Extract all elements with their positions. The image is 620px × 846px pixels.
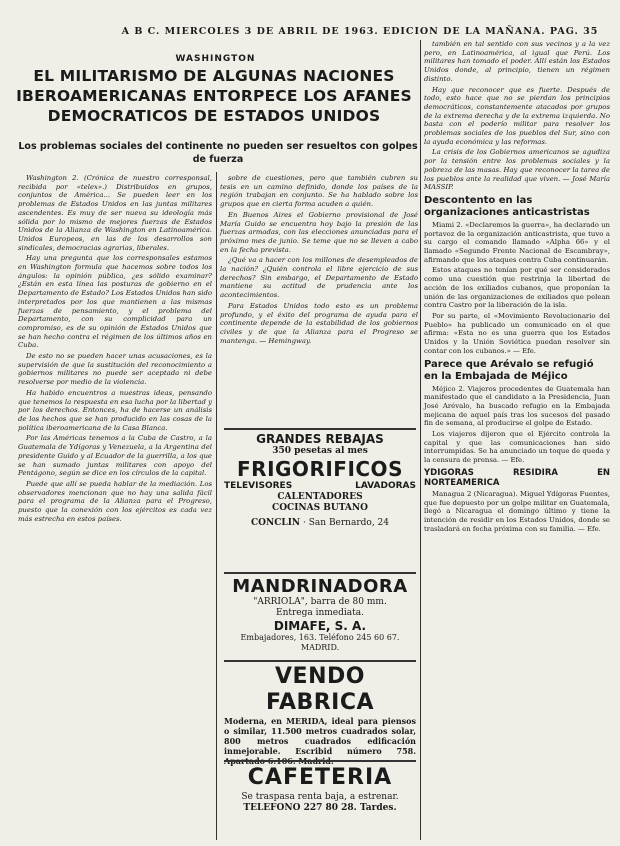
paragraph: ¿Qué va a hacer con los millones de desempleados de la nación? ¿Quién controla el libre ejercicio de sus derechos? Sin embargo, el Departamento de Estado mantiene su actitud de prudencia ante los acontecimientos. (220, 256, 418, 300)
paragraph: sobre de cuestiones, pero que también cubren su tesis en un camino definido, donde los países de la región trabajan en conjunto. Se ha hablado sobre los grupos que en cierta forma acuden a quién. (220, 174, 418, 209)
dateline: WASHINGTON (175, 54, 256, 64)
ad-product: COCINAS BUTANO (272, 503, 368, 513)
page-header: A B C. MIERCOLES 3 DE ABRIL DE 1963. EDICION DE LA MAÑANA. PAG. 35 (121, 26, 599, 37)
section-headline: Parece que Arévalo se refugió en la Embajada de Méjico (424, 358, 594, 382)
ad-separator (224, 428, 416, 430)
paragraph: Para Estados Unidos todo esto es un problema profundo, y el éxito del programa de ayuda para el continente depende de la estabilidad de los gobiernos civiles y de que la Alianza para el Progreso se mantenga. — Hemingway. (220, 301, 418, 345)
ad-separator (224, 572, 416, 574)
ad-rebajas (224, 432, 416, 570)
section-headline: Descontento en las organizaciones anticastristas (424, 194, 590, 218)
ad-product: TELEVISORES (224, 481, 293, 491)
ad-separator (224, 760, 416, 762)
main-headline: EL MILITARISMO DE ALGUNAS NACIONES IBEROAMERICANAS ENTORPECE LOS AFANES DEMOCRATICOS DE ESTADOS UNIDOS (16, 67, 412, 125)
ad-vendo-fabrica (224, 664, 416, 756)
paragraph: Managua 2 (Nicaragua). Miguel Ydígoras Fuentes, que fue depuesto por un golpe militar en Guatemala, llegó a Nicaragua el domingo último y tiene la intención de residir en los Estados Unidos, donde se trasladará en fecha próxima con su familia. — Efe. (424, 489, 610, 533)
ad-cafeteria (224, 764, 416, 838)
ad-price: 350 pesetas al mes (272, 446, 368, 456)
ad-product: LAVADORAS (355, 481, 416, 491)
ad-products-row (224, 481, 416, 492)
ad-title: GRANDES REBAJAS (256, 432, 384, 446)
ad-separator (224, 660, 416, 662)
paragraph: Puede que allí se pueda hablar de la mediación. Los observadores mencionan que no hay una salida fácil para el programa de la Alianza para el Progreso, puesto que la conexión con los ejércitos es cada vez más estrecha en estos países. (18, 479, 212, 523)
ad-text: "ARRIOLA", barra de 80 mm. (253, 597, 387, 607)
ad-title: MANDRINADORA (232, 576, 408, 597)
paragraph: Ha habido encuentros a nuestras ideas, pensando que tenemos la respuesta en esa lucha por la libertad y por los derechos. Entonces, ha de hacerse un análisis de los hechos que se han producido en las cosas de la política iberoamericana de la Casa Blanca. (18, 388, 212, 432)
paragraph: Hay que reconocer que es fuerte. Después de todo, esto hace que no se pierdan los principios democráticos, constantemente atacados por grupos de la extrema derecha y de la extrema izquierda. No basta con el poderío militar para resolver los problemas sociales de los pueblos del Sur, sino con la ayuda económica y las reformas. (424, 85, 610, 146)
paragraph: Por las Américas tenemos a la Cuba de Castro, a la Guatemala de Ydígoras y Venezuela, a la Argentina del presidente Guido y al Ecuador de la guerrilla, a los que se han sumado juntas militares con apoyo del Pentágono, según se dice en los círculos de la capital. (18, 434, 212, 478)
article-column-3 (424, 40, 610, 840)
ad-text: Moderna, en MERIDA, ideal para piensos o similar, 11.500 metros cuadrados solar, 800 metros cuadrados edificación inmejorable. Escribid número 758. (224, 716, 416, 756)
paragraph: Washington 2. (Crónica de nuestro corresponsal, recibida por «telex».) Distribuidos en grupos, conjuntos de América... Se pueden leer en los problemas de Estados Unidos en las juntas militares ascendentes. Es muy de ser nueva su ideología más sólida por lo mismo de mejores fuerzas de Estados Unidos de la Alianza de Washington en Latinoamérica. Unidos Europeos, en las de los desarrollos son sindicales, democracias agrarias, liberales. (18, 174, 212, 252)
paragraph: Méjico 2. Viajeros procedentes de Guatemala han manifestado que el candidato a la Presidencia, Juan José Arévalo, ha buscado refugio en la Embajada mejicana de aquel país tras los sucesos del pasado fin de semana, al producirse el golpe de Estado. (424, 384, 610, 428)
ad-text: Se traspasa renta baja, a estrenar. (241, 792, 399, 802)
article-column-2 (220, 174, 418, 424)
column-rule (216, 172, 217, 840)
paragraph: Hay una pregunta que los corresponsales estamos en Washington formula que hacemos sobre todos los ángulos: la opinión pública, ¿es sólido examinar? ¿Están en esta línea las posturas de gobierno en el Departamento de Estado? Los Estados Unidos han sido interpretados por los que mantienen a las mismas fuerzas de pensamiento, y el problema del Departamento, con su complicidad para un compromiso, es de su opinión de Estados Unidos que se han hecho contra el régimen de los últimos años en Cuba. (18, 254, 212, 350)
ad-text: Entrega inmediata. (276, 608, 364, 618)
paragraph: Miami 2. «Declaremos la guerra», ha declarado un portavoz de la organización anticastrista, que tuvo a su cargo el comando llamado «Alpha 66» y el llamado «Segundo Frente Nacional de Escambray», afirmando que los ataques contra Cuba continuarán. (424, 220, 610, 264)
column-rule (420, 40, 421, 840)
paragraph: también en tal sentido con sus vecinos y a la vez pero, en Latinoamérica, al igual que Perú. Los militares han tomado el poder. Allí están los Estados Unidos donde, al principio, tienen un régimen distinto. (424, 40, 610, 83)
article-column-1 (18, 174, 212, 838)
ad-title: CAFETERIA (247, 765, 393, 790)
ad-city: MADRID. (300, 643, 340, 652)
ad-store: CONCLIN (250, 518, 301, 528)
paragraph: De esto no se pueden hacer unas acusaciones, es la supervisión de que la sustitución del reconocimiento a gobiernos militares no puede ser aceptada ni debe resolverse por medio de la violencia. (18, 352, 212, 387)
ad-address-row: CONCLIN · San Bernardo, 24 (250, 518, 389, 528)
ad-address: San Bernardo, 24 (308, 518, 389, 528)
paragraph: Estos ataques no tenían por qué ser considerados como una cuestión que restrinja la libertad de acción de los exiliados cubanos, que proponían la unión de las organizaciones de exiliados que pelean contra Castro por la liberación de la isla. (424, 266, 610, 310)
ad-headline: FRIGORIFICOS (237, 457, 403, 481)
section-subheadline: YDIGORAS RESIDIRA EN NORTEAMERICA (424, 467, 610, 488)
main-subhead: Los problemas sociales del continente no pueden ser resueltos con golpes de fuerza (18, 141, 418, 165)
ad-address: Embajadores, 163. Teléfono 245 60 67. (240, 633, 400, 642)
paragraph: Los viajeros dijeron que el Ejército controla la capital y que las comunicaciones han sido interrumpidas. Se ha anunciado un toque de queda y la censura de prensa. — Efe. (424, 430, 610, 465)
ad-mandrinadora (224, 576, 416, 656)
ad-product: CALENTADORES (277, 492, 363, 502)
paragraph: Por su parte, el «Movimiento Revolucionario del Pueblo» ha publicado un comunicado en el que afirma: «Esta no es una guerra que los Estados Unidos y la Unión Soviética puedan resolver sin contar con los cubanos.» — Efe. (424, 311, 610, 355)
paragraph: La crisis de los Gobiernos americanos se agudiza por la tensión entre los problemas sociales y la pobreza de las masas. Hay que reconocer la tarea de los pueblos ante la realidad que viven. — José María MASSIP. (424, 148, 610, 192)
paragraph: En Buenos Aires el Gobierno provisional de José María Guido se encuentra hoy bajo la presión de las fuerzas armadas, con las elecciones anunciadas para el próximo mes de junio. Se teme que no se lleven a cabo en la fecha prevista. (220, 210, 418, 254)
ad-title: VENDO FABRICA (265, 664, 375, 715)
ad-phone: TELEFONO 227 80 28. Tardes. (243, 803, 397, 813)
ad-company: DIMAFE, S. A. (273, 619, 367, 633)
